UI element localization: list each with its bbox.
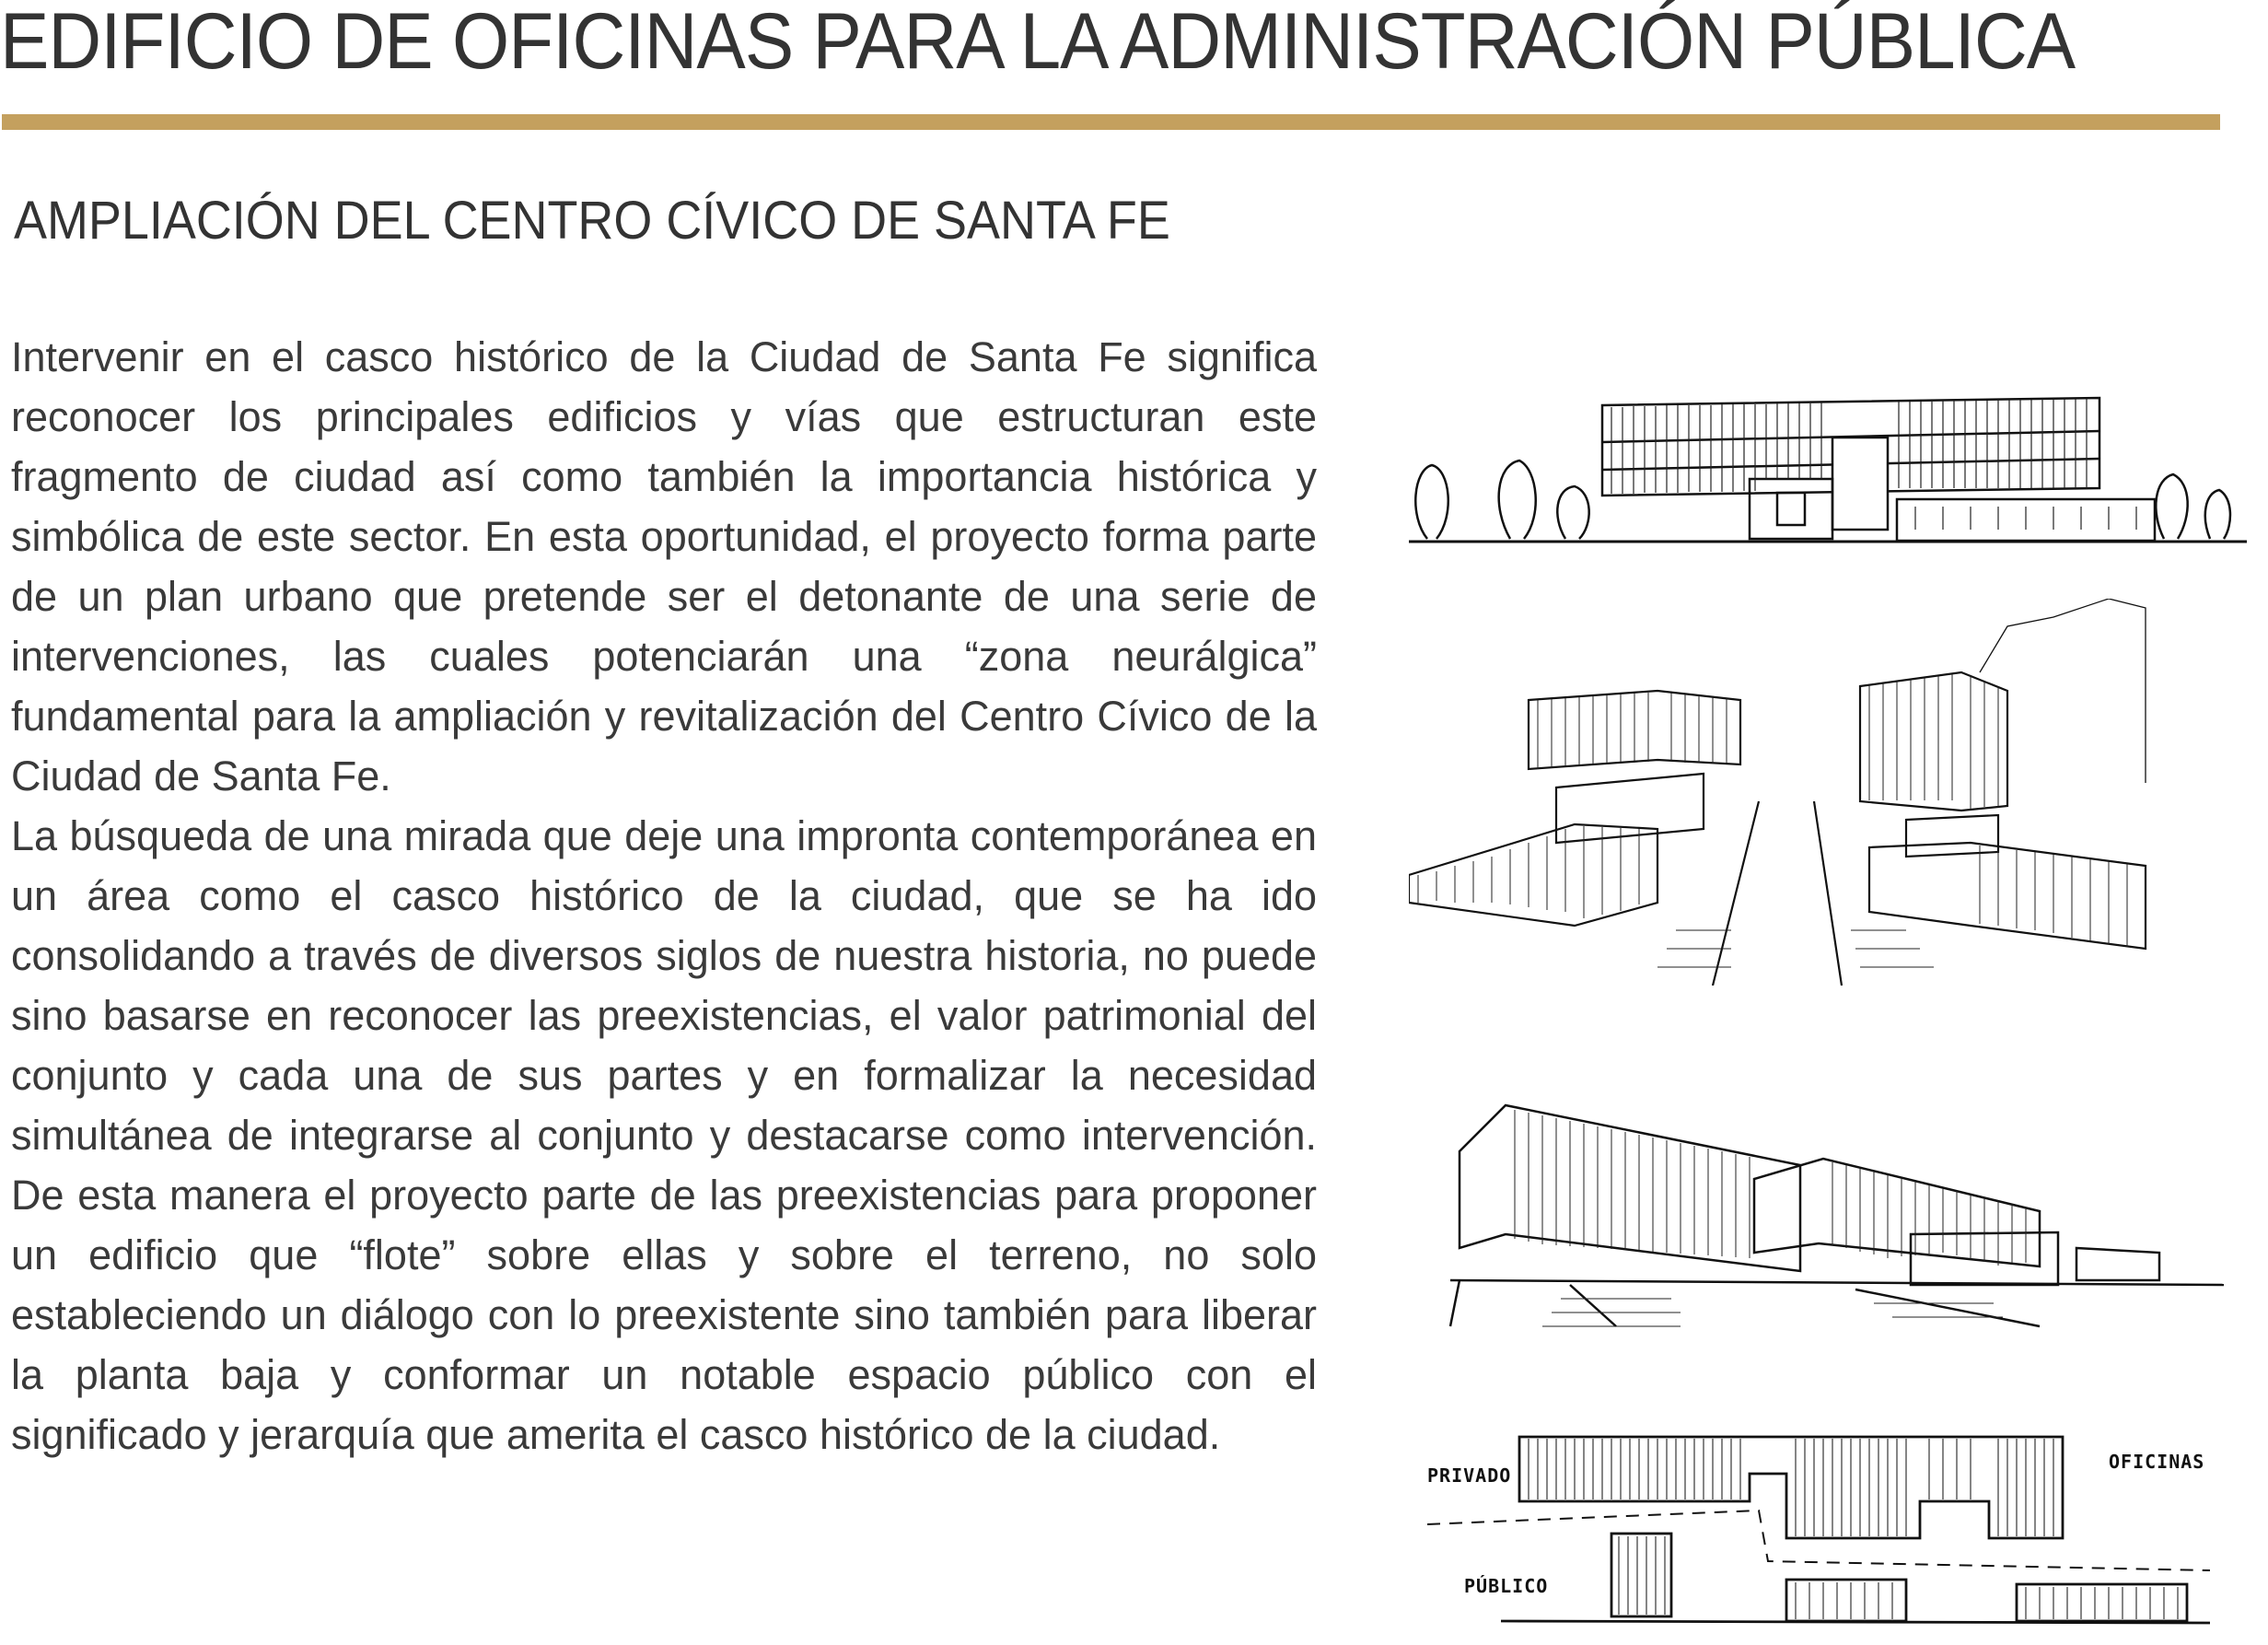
section-diagram-sketch	[1400, 1400, 2261, 1639]
front-elevation-sketch	[1390, 378, 2265, 562]
body-text	[11, 327, 1317, 1464]
aerial-perspective-sketch	[1409, 599, 2256, 986]
page-title: EDIFICIO DE OFICINAS PARA LA ADMINISTRACIÓN PÚBLICA	[0, 0, 2076, 86]
paragraph-1: Intervenir en el casco histórico de la Ciudad de Santa Fe significa reconocer los principales edificios y vías que estructuran este fragmento de ciudad así como también la importancia histórica y simbólica de este sector. En esta oportunidad, el proyecto forma parte de un plan urbano que pretende ser el detonante de una serie de intervenciones, las cuales potenciarán una “zona neurálgica” fundamental para la ampliación y revitalización del Centro Cívico de la Ciudad de Santa Fe.	[11, 333, 1317, 799]
label-privado: PRIVADO	[1427, 1464, 1512, 1487]
paragraph-2: La búsqueda de una mirada que deje una impronta contemporánea en un área como el casco histórico de la ciudad, que se ha ido consolidando a través de diversos siglos de nuestra historia, no puede sino basarse en reconocer las preexistencias, el valor patrimonial del conjunto y cada una de sus partes y en formalizar la necesidad simultánea de integrarse al conjunto y destacarse como intervención. De esta manera el proyecto parte de las preexistencias para proponer un edificio que “flote” sobre ellas y sobre el terreno, no solo estableciendo un diálogo con lo preexistente sino también para liberar la planta baja y conformar un notable espacio público con el significado y jerarquía que amerita el casco histórico de la ciudad.	[11, 812, 1317, 1458]
gold-divider	[2, 114, 2220, 130]
label-oficinas: OFICINAS	[2109, 1451, 2205, 1473]
page-subtitle: AMPLIACIÓN DEL CENTRO CÍVICO DE SANTA FE	[14, 191, 1170, 251]
corner-perspective-sketch	[1395, 1087, 2261, 1354]
label-publico: PÚBLICO	[1464, 1575, 1549, 1597]
